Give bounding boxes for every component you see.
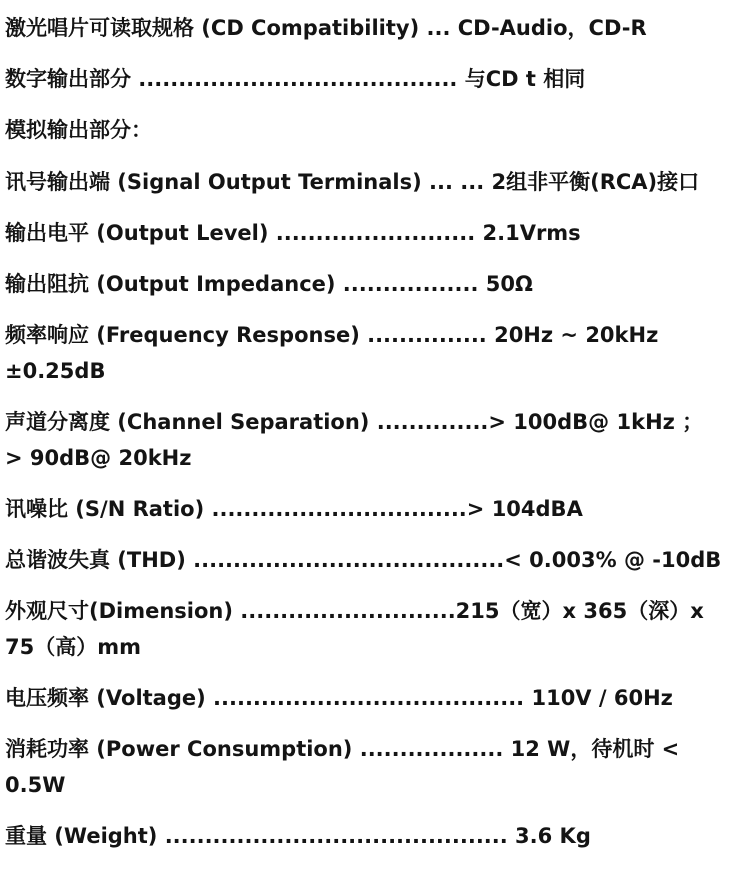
spec-line-frequency-response-tolerance: ±0.25dB [5, 359, 106, 383]
spec-line-voltage: 电压频率 (Voltage) ....................................... 110V / 60Hz [5, 686, 673, 710]
spec-line-power-consumption-cont: 0.5W [5, 773, 66, 797]
spec-line-weight: 重量 (Weight) ........................................... 3.6 Kg [5, 824, 591, 848]
spec-line-output-impedance: 输出阻抗 (Output Impedance) ................. 50Ω [5, 272, 533, 296]
spec-line-channel-separation: 声道分离度 (Channel Separation) ..............> 100dB@ 1kHz ； [5, 410, 704, 434]
spec-line-power-consumption: 消耗功率 (Power Consumption) .................. 12 W，待机时 < [5, 737, 680, 761]
spec-line-frequency-response: 频率响应 (Frequency Response) ............... 20Hz ~ 20kHz [5, 323, 659, 347]
spec-line-output-level: 输出电平 (Output Level) ......................... 2.1Vrms [5, 221, 581, 245]
spec-line-dimension-cont: 75（高）mm [5, 635, 141, 659]
spec-line-cd-compatibility: 激光唱片可读取规格 (CD Compatibility) ... CD-Audio，CD-R [5, 16, 647, 40]
spec-line-analog-output-header: 模拟输出部分： [5, 118, 152, 142]
spec-line-signal-output: 讯号输出端 (Signal Output Terminals) ... ... 2组非平衡(RCA)接口 [5, 170, 700, 194]
spec-line-snr: 讯噪比 (S/N Ratio) ................................> 104dBA [5, 497, 583, 521]
spec-line-thd: 总谐波失真 (THD) .......................................< 0.003% @ -10dB [5, 548, 722, 572]
spec-line-channel-separation-cont: > 90dB@ 20kHz [5, 446, 192, 470]
spec-line-dimension: 外观尺寸(Dimension) ...........................215（宽）x 365（深）x [5, 599, 704, 623]
spec-line-digital-output: 数字输出部分 ........................................ 与CD t 相同 [5, 67, 586, 91]
